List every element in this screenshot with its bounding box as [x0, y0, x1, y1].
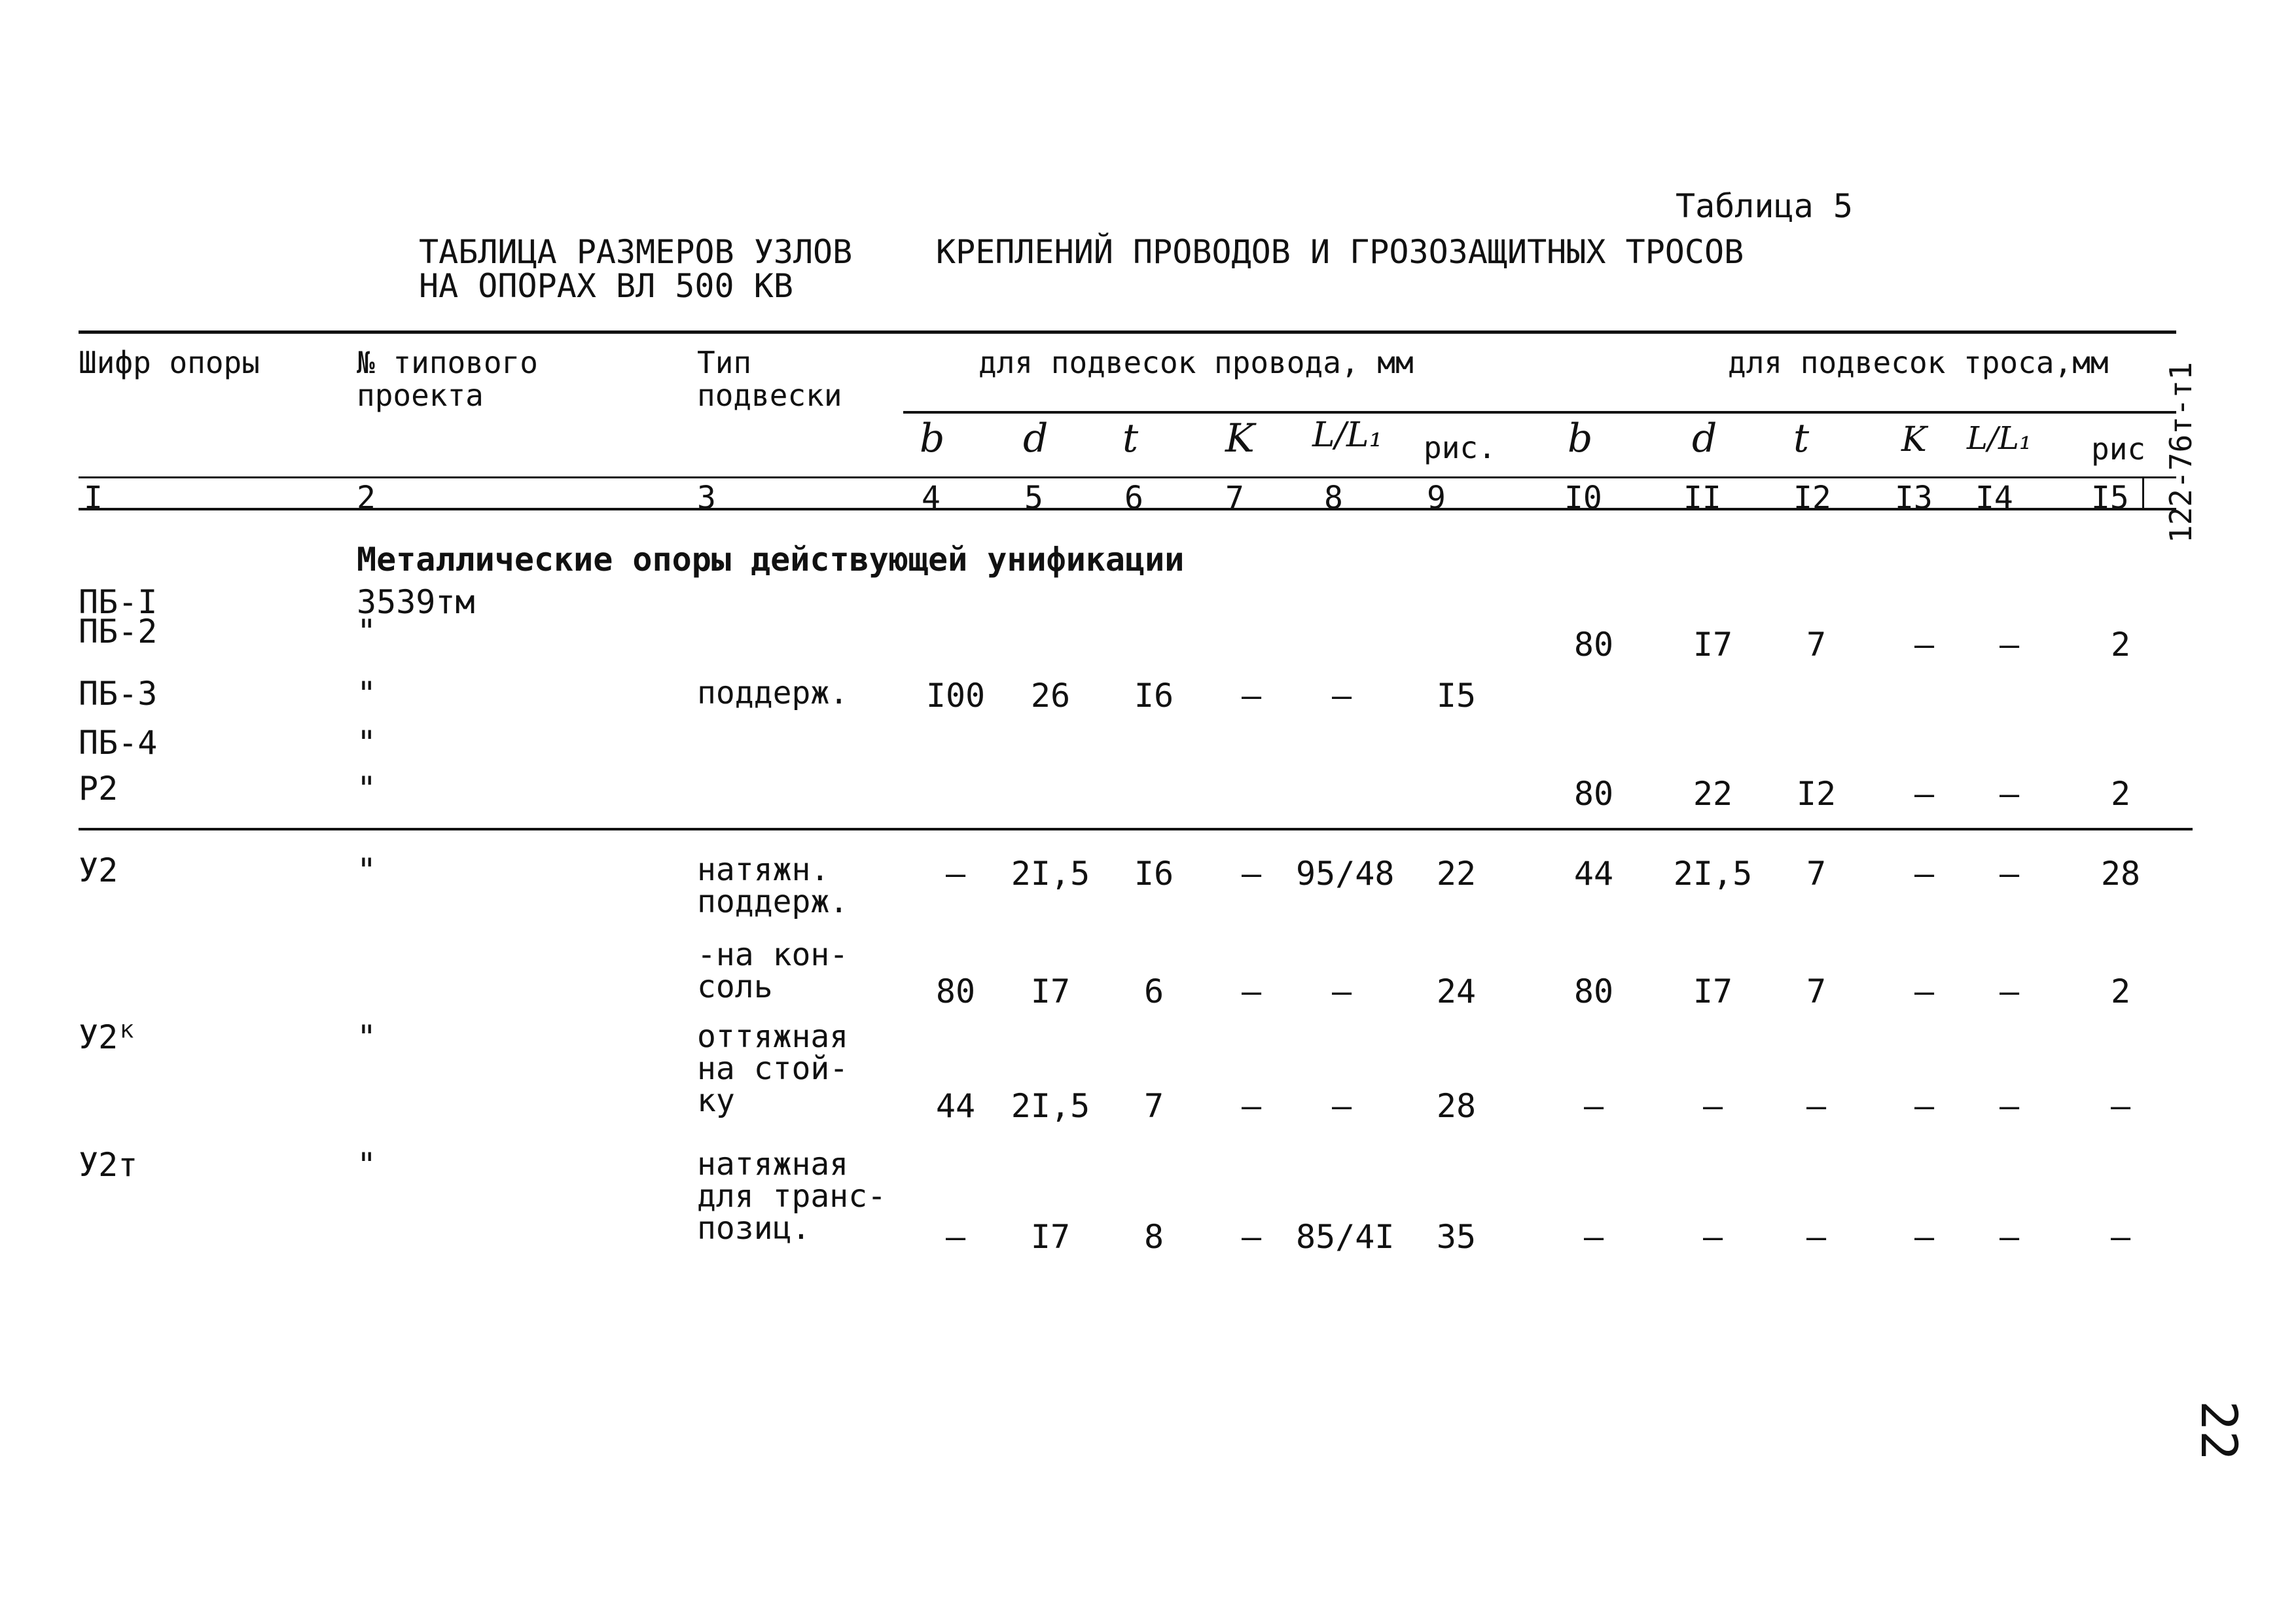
row-value-col-5: I7 — [1030, 972, 1071, 1010]
row-value-col-10: – — [1583, 1087, 1604, 1125]
table-title-line1-right: КРЕПЛЕНИЙ ПРОВОДОВ И ГРОЗОЗАЩИТНЫХ ТРОСОВ — [936, 233, 1744, 271]
subheader-wire-b: b — [920, 416, 945, 461]
row-project: " — [357, 724, 377, 762]
row-suspension-type: -на кон- соль — [697, 936, 849, 1005]
row-value-col-14: – — [1999, 1218, 2020, 1256]
row-value-col-15: 2 — [2110, 972, 2131, 1010]
side-document-code: 122-76т-т1 — [2163, 362, 2198, 543]
table-top-rule — [79, 330, 2176, 334]
row-value-col-11: – — [1702, 1087, 1723, 1125]
row-value-col-12: – — [1806, 1218, 1827, 1256]
row-value-col-15: 2 — [2110, 775, 2131, 813]
column-number: 8 — [1324, 480, 1343, 516]
row-value-col-13: – — [1914, 972, 1935, 1010]
row-value-col-8: 95/48 — [1296, 855, 1395, 893]
row-value-col-11: – — [1702, 1218, 1723, 1256]
row-value-col-14: – — [1999, 972, 2020, 1010]
column-number: 4 — [922, 480, 941, 516]
row-value-col-14: – — [1999, 626, 2020, 664]
row-value-col-9: 24 — [1436, 972, 1477, 1010]
table-label: Таблица 5 — [1676, 187, 1853, 225]
row-value-col-4: 44 — [935, 1087, 976, 1125]
row-value-col-5: 2I,5 — [1011, 855, 1090, 893]
column-number: 3 — [697, 480, 716, 516]
row-value-col-10: – — [1583, 1218, 1604, 1256]
column-number: I5 — [2091, 480, 2129, 516]
table-title-line2: НА ОПОРАХ ВЛ 500 КВ — [419, 267, 793, 305]
subheader-wire-ll: L/L₁ — [1312, 416, 1383, 455]
row-suspension-type: оттяжная на стой- ку — [697, 1018, 849, 1119]
row-project: 3539тм — [357, 583, 475, 621]
row-code: У2ᴷ — [79, 1018, 138, 1056]
row-code: ПБ-I — [79, 583, 158, 621]
subheader-rope-d: d — [1692, 416, 1717, 461]
column-number: I2 — [1793, 480, 1831, 516]
column-number: 7 — [1225, 480, 1244, 516]
row-code: ПБ-4 — [79, 724, 158, 762]
subheader-rope-b: b — [1568, 416, 1593, 461]
row-code: Р2 — [79, 770, 118, 808]
subheader-rope-k: K — [1901, 420, 1927, 459]
row-value-col-4: I00 — [925, 677, 986, 715]
row-value-col-5: 2I,5 — [1011, 1087, 1090, 1125]
column-number-top-rule — [79, 476, 2176, 478]
row-value-col-8: – — [1331, 972, 1352, 1010]
row-code: У2 — [79, 851, 118, 889]
header-col2-line2: проекта — [357, 378, 484, 413]
row-value-col-10: 44 — [1573, 855, 1614, 893]
group-header-rule — [903, 411, 2176, 414]
row-project: " — [357, 613, 377, 651]
row-value-col-8: 85/4I — [1296, 1218, 1395, 1256]
row-value-col-6: I6 — [1134, 855, 1174, 893]
row-project: " — [357, 1146, 377, 1184]
row-project: " — [357, 851, 377, 889]
row-value-col-12: 7 — [1806, 972, 1827, 1010]
row-value-col-13: – — [1914, 855, 1935, 893]
row-value-col-15: – — [2110, 1087, 2131, 1125]
row-value-col-4: – — [945, 1218, 966, 1256]
row-value-col-9: 35 — [1436, 1218, 1477, 1256]
row-value-col-15: – — [2110, 1218, 2131, 1256]
subheader-wire-fig: рис. — [1424, 430, 1496, 465]
column-number: I3 — [1895, 480, 1933, 516]
row-value-col-8: – — [1331, 677, 1352, 715]
header-group-wire: для подвесок провода, мм — [978, 345, 1414, 380]
row-value-col-7: – — [1241, 677, 1262, 715]
row-value-col-4: – — [945, 855, 966, 893]
row-value-col-6: 6 — [1143, 972, 1164, 1010]
row-project: " — [357, 1018, 377, 1056]
column-number-tick — [2142, 476, 2144, 509]
row-value-col-12: 7 — [1806, 855, 1827, 893]
row-value-col-14: – — [1999, 855, 2020, 893]
row-suspension-type: натяжн. поддерж. — [697, 851, 849, 920]
row-value-col-5: 26 — [1030, 677, 1071, 715]
row-value-col-7: – — [1241, 855, 1262, 893]
column-number: I — [84, 480, 103, 516]
row-value-col-6: 8 — [1143, 1218, 1164, 1256]
column-number: 2 — [357, 480, 376, 516]
row-value-col-14: – — [1999, 775, 2020, 813]
row-value-col-12: 7 — [1806, 626, 1827, 664]
row-value-col-10: 80 — [1573, 972, 1614, 1010]
row-value-col-15: 28 — [2100, 855, 2141, 893]
row-value-col-10: 80 — [1573, 775, 1614, 813]
column-number: 9 — [1427, 480, 1446, 516]
subheader-rope-t: t — [1793, 416, 1810, 461]
row-value-col-9: 28 — [1436, 1087, 1477, 1125]
row-value-col-9: I5 — [1436, 677, 1477, 715]
row-value-col-13: – — [1914, 775, 1935, 813]
subheader-wire-k: K — [1225, 416, 1255, 461]
row-value-col-7: – — [1241, 972, 1262, 1010]
header-col3-line2: подвески — [697, 378, 842, 413]
row-value-col-15: 2 — [2110, 626, 2131, 664]
row-suspension-type: поддерж. — [697, 675, 849, 711]
header-group-rope: для подвесок троса,мм — [1728, 345, 2109, 380]
row-value-col-9: 22 — [1436, 855, 1477, 893]
row-value-col-4: 80 — [935, 972, 976, 1010]
row-code: У2т — [79, 1146, 138, 1184]
row-value-col-13: – — [1914, 1218, 1935, 1256]
table-title-line1-left: ТАБЛИЦА РАЗМЕРОВ УЗЛОВ — [419, 233, 853, 271]
subheader-rope-ll: L/L₁ — [1967, 420, 2032, 457]
row-value-col-11: 22 — [1693, 775, 1733, 813]
row-value-col-10: 80 — [1573, 626, 1614, 664]
row-value-col-12: – — [1806, 1087, 1827, 1125]
row-value-col-5: I7 — [1030, 1218, 1071, 1256]
row-project: " — [357, 770, 377, 808]
column-number: I4 — [1975, 480, 2013, 516]
row-project: " — [357, 675, 377, 713]
row-value-col-7: – — [1241, 1087, 1262, 1125]
page-number: 22 — [2190, 1400, 2248, 1461]
row-suspension-type: натяжная для транс- позиц. — [697, 1146, 886, 1247]
subheader-rope-fig: рис — [2091, 431, 2146, 467]
subheader-wire-t: t — [1122, 416, 1139, 461]
column-number: 5 — [1024, 480, 1043, 516]
row-value-col-13: – — [1914, 626, 1935, 664]
row-value-col-6: 7 — [1143, 1087, 1164, 1125]
header-col1: Шифр опоры — [79, 345, 260, 380]
subheader-wire-d: d — [1023, 416, 1049, 461]
row-value-col-12: I2 — [1796, 775, 1837, 813]
row-code: ПБ-2 — [79, 613, 158, 651]
row-value-col-6: I6 — [1134, 677, 1174, 715]
row-value-col-11: I7 — [1693, 626, 1733, 664]
row-value-col-8: – — [1331, 1087, 1352, 1125]
column-number: II — [1683, 480, 1721, 516]
group-separator-rule — [79, 828, 2193, 830]
row-value-col-7: – — [1241, 1218, 1262, 1256]
column-number: I0 — [1564, 480, 1602, 516]
row-value-col-14: – — [1999, 1087, 2020, 1125]
header-col2-line1: № типового — [357, 345, 538, 380]
column-number: 6 — [1124, 480, 1143, 516]
row-value-col-13: – — [1914, 1087, 1935, 1125]
section-title: Металлические опоры действующей унификации — [357, 541, 1185, 579]
row-value-col-11: 2I,5 — [1673, 855, 1753, 893]
header-col3-line1: Тип — [697, 345, 752, 380]
row-code: ПБ-3 — [79, 675, 158, 713]
row-value-col-11: I7 — [1693, 972, 1733, 1010]
